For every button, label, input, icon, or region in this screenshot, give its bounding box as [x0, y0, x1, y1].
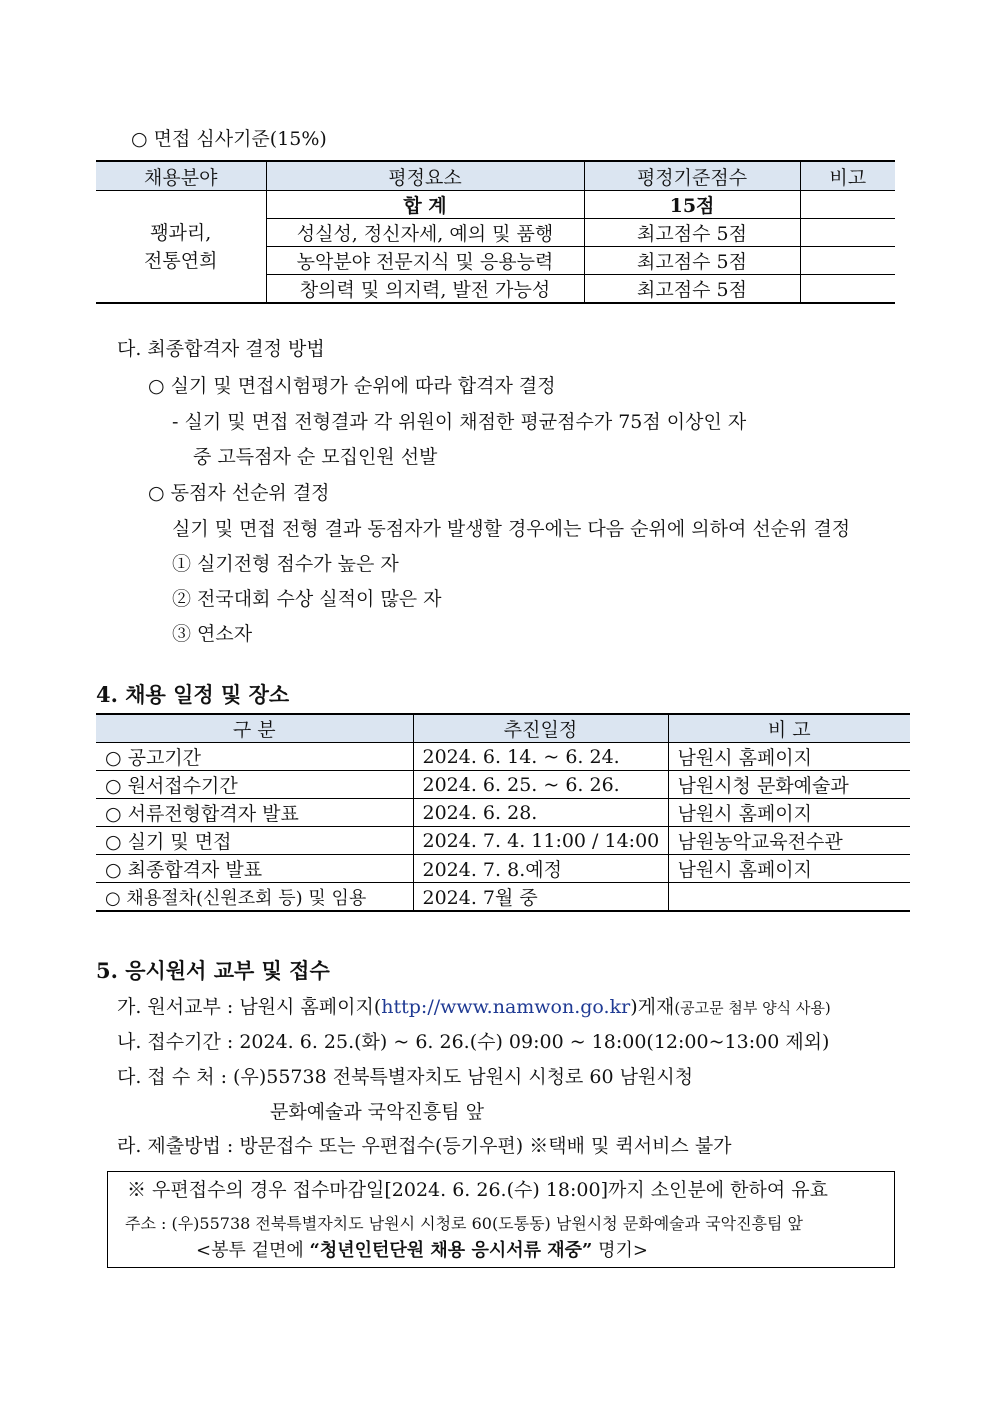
application-da-2: 문화예술과 국악진흥팀 앞 [270, 1101, 484, 1123]
schedule-date: 2024. 7. 8.예정 [413, 855, 668, 883]
score-cell: 최고점수 5점 [584, 275, 800, 304]
recruit-field-cell [96, 191, 266, 304]
score-cell: 최고점수 5점 [584, 247, 800, 275]
schedule-note: 남원시청 문화예술과 [668, 771, 910, 799]
schedule-note: 남원시 홈페이지 [668, 799, 910, 827]
note-cell [800, 275, 895, 304]
schedule-note [668, 883, 910, 912]
recruit-field-line2: 전통연희 [144, 249, 218, 272]
schedule-table [96, 713, 910, 912]
table-row [96, 191, 895, 219]
recruit-field-line1: 꽹과리, [150, 221, 212, 244]
final-decision-title: 다. 최종합격자 결정 방법 [117, 338, 325, 360]
application-ga-after: )게재 [630, 996, 675, 1018]
note-cell [800, 219, 895, 247]
schedule-item: ○ 최종합격자 발표 [96, 855, 413, 883]
notice-line-3 [196, 1236, 648, 1262]
score-cell: 최고점수 5점 [584, 219, 800, 247]
application-ra: 라. 제출방법 : 방문접수 또는 우편접수(등기우편) ※택배 및 퀵서비스 불가 [117, 1135, 732, 1157]
total-note [800, 191, 895, 219]
header-score: 평정기준점수 [584, 161, 800, 191]
schedule-item: ○ 공고기간 [96, 743, 413, 771]
table-row [96, 855, 910, 883]
application-ga [117, 992, 831, 1019]
rank-item-2: ② 전국대회 수상 실적이 많은 자 [172, 588, 442, 610]
header-note: 비고 [800, 161, 895, 191]
final-bullet-1-sub-2: 중 고득점자 순 모집인원 선발 [193, 446, 438, 468]
schedule-note: 남원시 홈페이지 [668, 855, 910, 883]
table-header-row [96, 714, 910, 743]
schedule-note: 남원시 홈페이지 [668, 743, 910, 771]
header-element: 평정요소 [266, 161, 584, 191]
total-score: 15점 [584, 191, 800, 219]
rank-item-3: ③ 연소자 [172, 623, 253, 645]
header-category: 구 분 [96, 714, 413, 743]
schedule-title: 4. 채용 일정 및 장소 [96, 682, 290, 707]
total-label: 합 계 [266, 191, 584, 219]
application-na: 나. 접수기간 : 2024. 6. 25.(화) ~ 6. 26.(수) 09:00 ~ 18:00(12:00~13:00 제외) [117, 1031, 830, 1053]
schedule-date: 2024. 7월 중 [413, 883, 668, 912]
interview-criteria-title: ○ 면접 심사기준(15%) [131, 128, 327, 150]
header-remark: 비 고 [668, 714, 910, 743]
interview-criteria-table [96, 160, 895, 304]
schedule-item: ○ 채용절차(신원조회 등) 및 임용 [96, 883, 413, 912]
schedule-item: ○ 서류전형합격자 발표 [96, 799, 413, 827]
application-ga-note: (공고문 첨부 양식 사용) [674, 999, 831, 1017]
element-cell: 성실성, 정신자세, 예의 및 품행 [266, 219, 584, 247]
header-schedule: 추진일정 [413, 714, 668, 743]
schedule-item: ○ 실기 및 면접 [96, 827, 413, 855]
application-da-1: 다. 접 수 처 : (우)55738 전북특별자치도 남원시 시청로 60 남원시청 [117, 1066, 694, 1088]
homepage-link[interactable]: http://www.namwon.go.kr [381, 996, 631, 1018]
schedule-date: 2024. 6. 28. [413, 799, 668, 827]
notice-line-3-pre: <봉투 겉면에 [196, 1240, 310, 1261]
application-title: 5. 응시원서 교부 및 접수 [96, 958, 330, 983]
final-bullet-2-text: 실기 및 면접 전형 결과 동점자가 발생할 경우에는 다음 순위에 의하여 선순위 결정 [172, 518, 851, 540]
table-row [96, 883, 910, 912]
schedule-note: 남원농악교육전수관 [668, 827, 910, 855]
header-field: 채용분야 [96, 161, 266, 191]
notice-line-3-bold: “청년인턴단원 채용 응시서류 재중” [309, 1240, 593, 1261]
rank-item-1: ① 실기전형 점수가 높은 자 [172, 553, 399, 575]
application-ga-label: 가. 원서교부 : 남원시 홈페이지( [117, 996, 382, 1018]
final-bullet-1-sub-1: - 실기 및 면접 전형결과 각 위원이 채점한 평균점수가 75점 이상인 자 [172, 411, 747, 433]
mail-notice-box [107, 1171, 895, 1268]
final-bullet-2: ○ 동점자 선순위 결정 [148, 482, 330, 504]
table-row [96, 827, 910, 855]
table-row [96, 771, 910, 799]
element-cell: 농악분야 전문지식 및 응용능력 [266, 247, 584, 275]
schedule-item: ○ 원서접수기간 [96, 771, 413, 799]
notice-line-2: 주소 : (우)55738 전북특별자치도 남원시 시청로 60(도통동) 남원시청 문화예술과 국악진흥팀 앞 [125, 1214, 803, 1233]
table-row [96, 799, 910, 827]
schedule-date: 2024. 7. 4. 11:00 / 14:00 [413, 827, 668, 855]
element-cell: 창의력 및 의지력, 발전 가능성 [266, 275, 584, 304]
table-row [96, 743, 910, 771]
notice-line-1: ※ 우편접수의 경우 접수마감일[2024. 6. 26.(수) 18:00]까지 소인분에 한하여 유효 [127, 1179, 828, 1201]
table-header-row [96, 161, 895, 191]
note-cell [800, 247, 895, 275]
schedule-date: 2024. 6. 14. ~ 6. 24. [413, 743, 668, 771]
schedule-date: 2024. 6. 25. ~ 6. 26. [413, 771, 668, 799]
final-bullet-1: ○ 실기 및 면접시험평가 순위에 따라 합격자 결정 [148, 375, 556, 397]
notice-line-3-post: 명기> [592, 1240, 648, 1261]
